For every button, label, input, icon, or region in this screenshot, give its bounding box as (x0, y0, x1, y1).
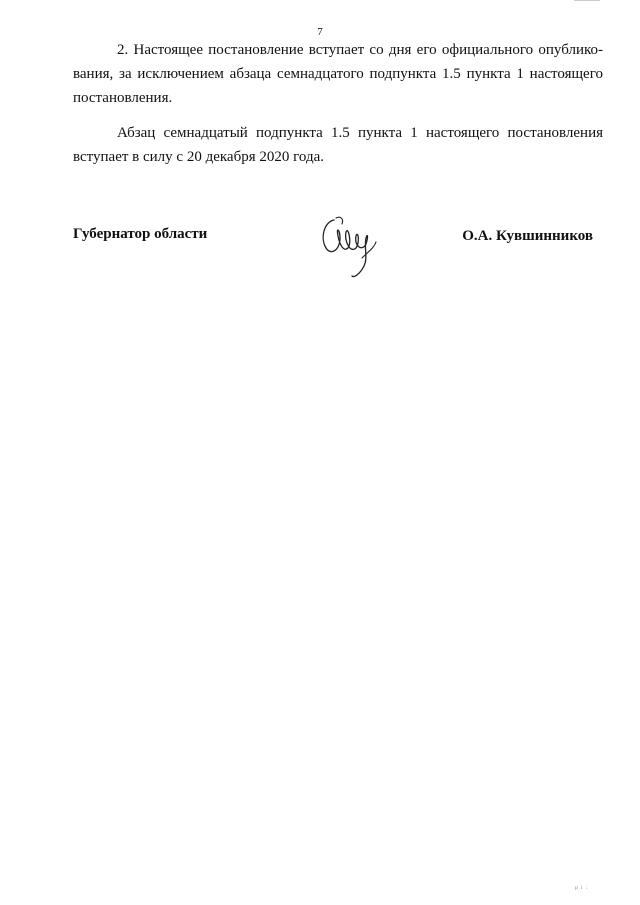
signer-position: Губернатор области (73, 226, 208, 242)
document-body (73, 38, 603, 180)
scan-edge-mark (574, 0, 600, 3)
page-number: 7 (317, 26, 323, 38)
footer-mark: p i : (575, 886, 588, 891)
paragraph-exception-date: Абзац семнадцатый подпункта 1.5 пункта 1 настоящего постановления вступает в силу с 20 декабря 2020 года. (73, 125, 603, 165)
handwritten-signature (318, 208, 388, 283)
signer-name: О.А. Кувшинников (462, 228, 593, 244)
signature-block (73, 208, 593, 288)
paragraph-effective-date: 2. Настоящее постановление вступает со дня его официального опублико-вания, за исключением абзаца семнадцатого подпункта 1.5 пункта 1 настоящего постановления. (73, 42, 603, 106)
